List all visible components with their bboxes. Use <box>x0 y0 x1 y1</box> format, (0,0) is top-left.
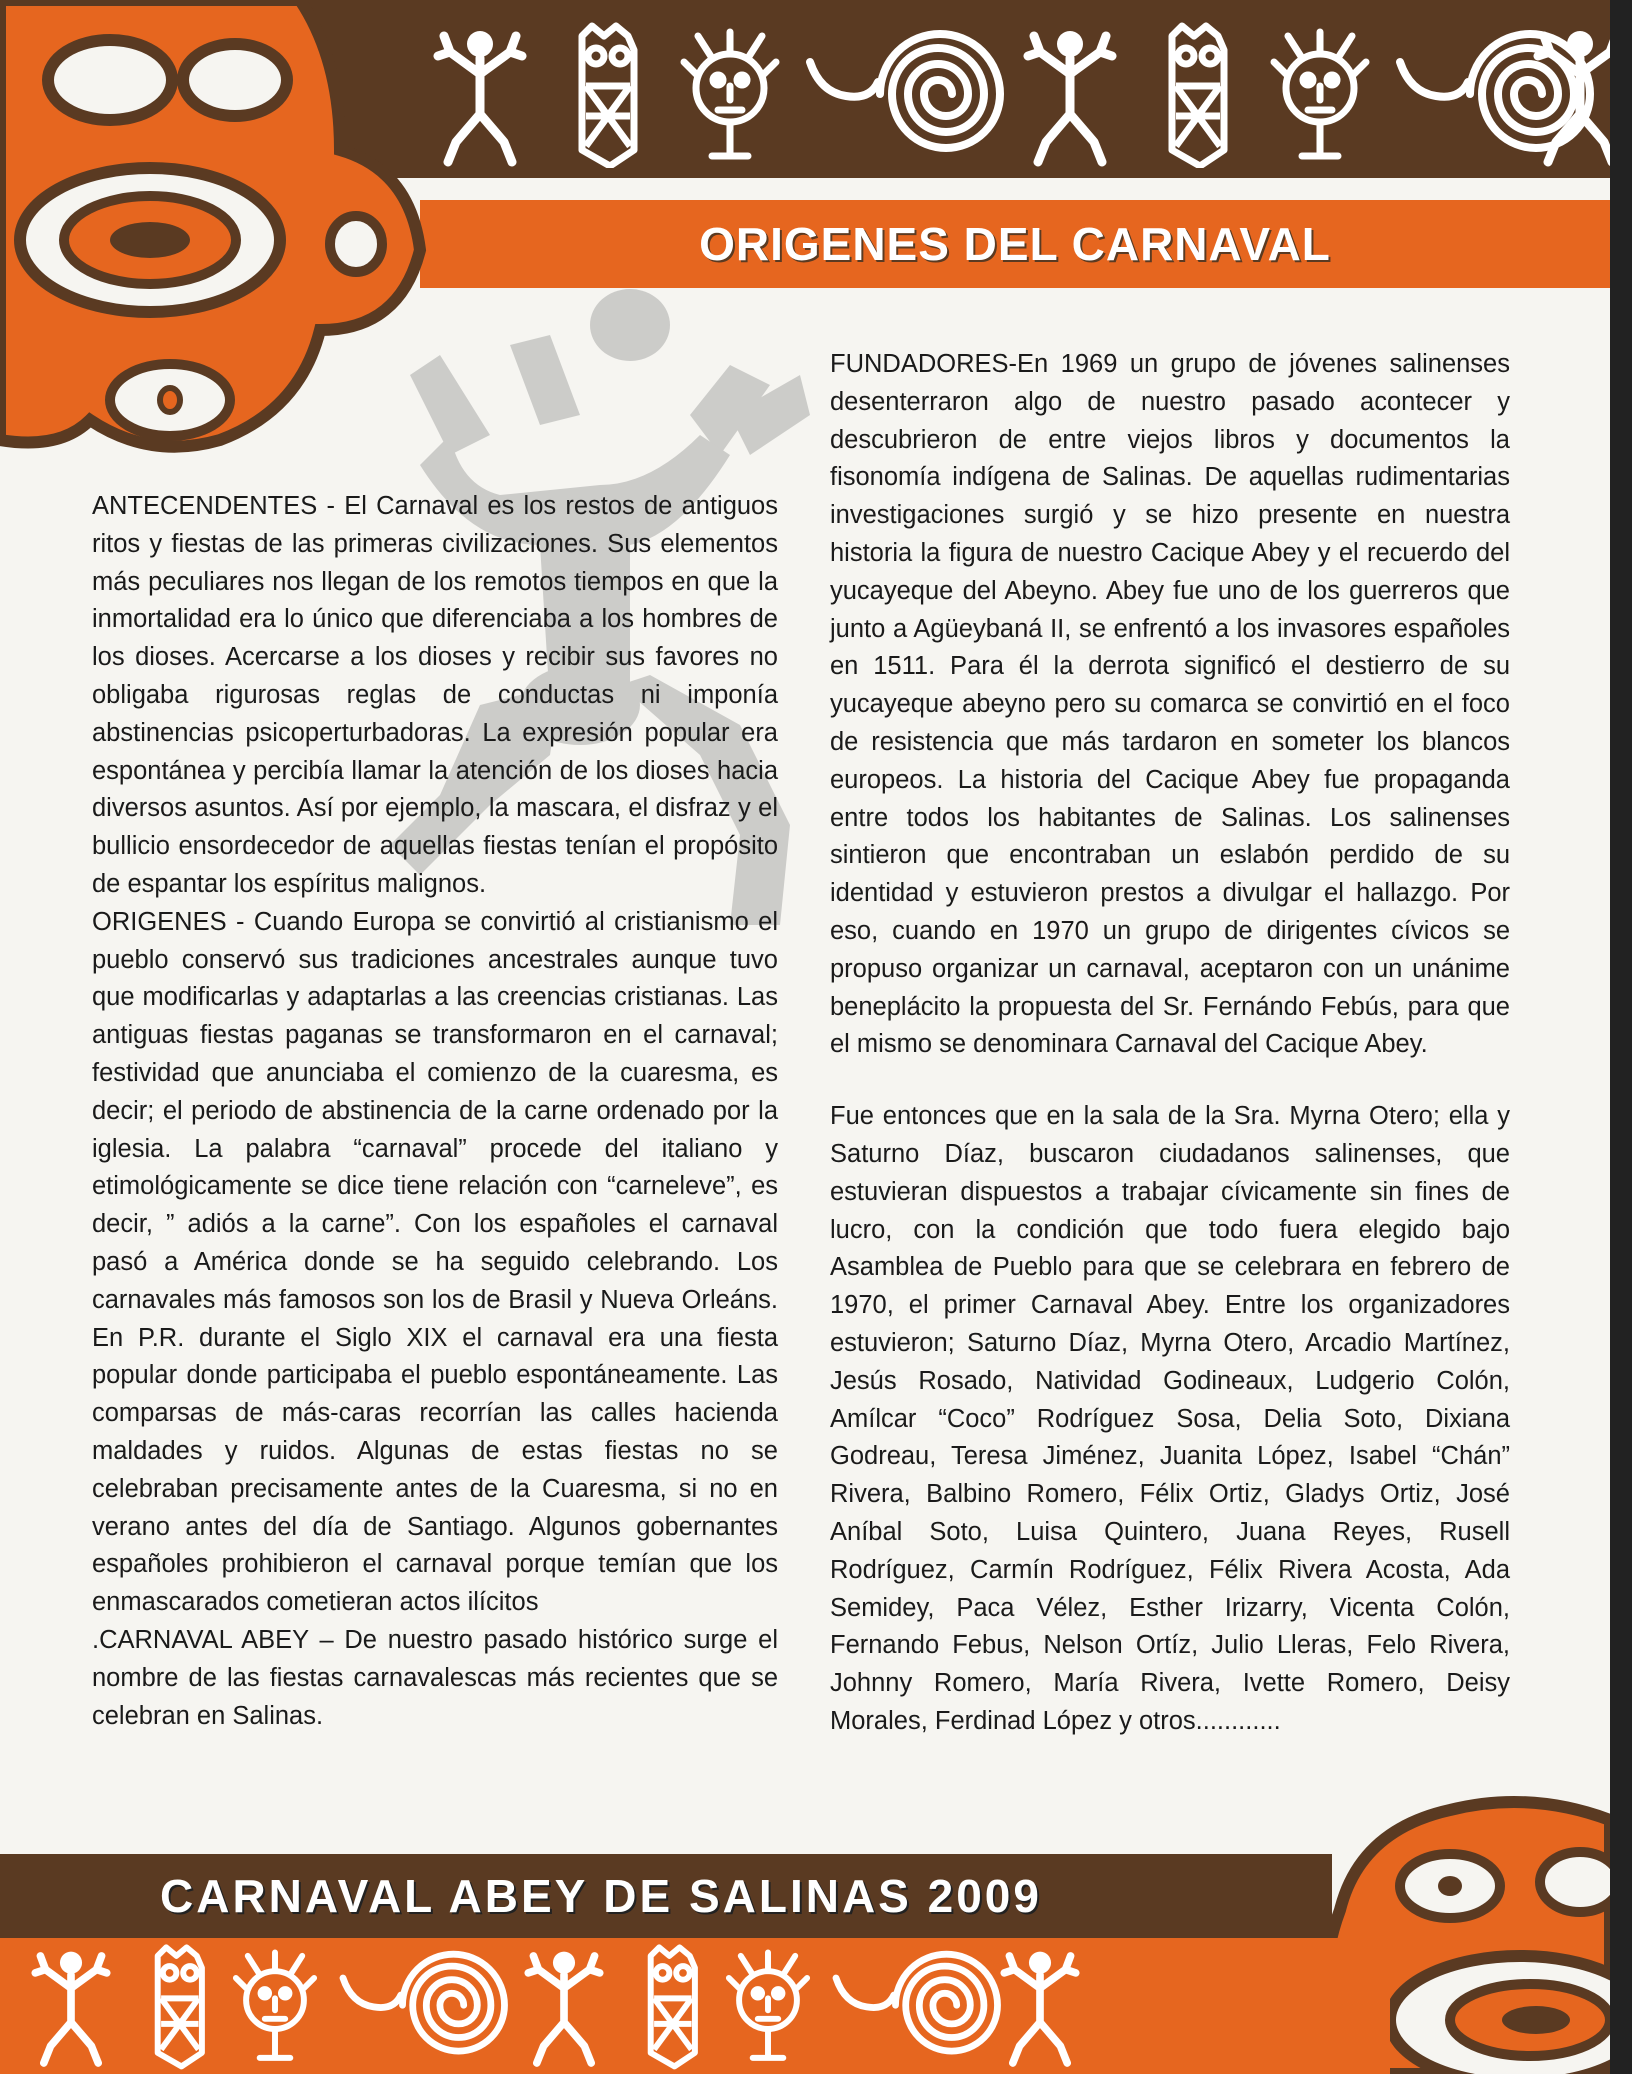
jumping-figure-icon <box>1004 1952 1075 2063</box>
right-column <box>830 346 1510 1741</box>
sun-face-icon <box>729 1953 807 2058</box>
owl-icon <box>651 1947 695 2066</box>
page-edge <box>1610 0 1632 2074</box>
left-column <box>92 488 778 1735</box>
antecedentes-paragraph: ANTECENDENTES - El Carnaval es los restos de antiguos ritos y fiestas de las primeras civilizaciones. Sus elementos más peculiares nos llegan de los remotos tiempos en que la inmortalidad era lo único que diferenciaba a los hombres de los dioses. Acercarse a los dioses y recibir sus favores no obligaba rigurosas reglas de conductas ni imponía abstinencias psicoperturbadoras. La expresión popular era espontánea y percibía llamar la atención de los dioses hacia diversos asuntos. Así por ejemplo, la mascara, el disfraz y el bullicio ensordecedor de aquellas fiestas tenían el propósito de espantar los espíritus malignos. <box>92 492 778 898</box>
fundadores-paragraph: FUNDADORES-En 1969 un grupo de jóvenes salinenses desenterraron algo de nuestro pasado acontecer y descubrieron de entre viejos libros y documentos la fisonomía indígena de Salinas. De aquellas rudimentarias investigaciones surgió y se hizo presente en nuestra historia la figura de nuestro Cacique Abey y el recuerdo del yucayeque del Abeyno. Abey fue uno de los guerreros que junto a Agüeybaná II, se enfrentó a los invasores españoles en 1511. Para él la derrota significó el destierro de su yucayeque abeyno pero su comarca se convirtió en el foco de resistencia que más tardaron en someter los blancos europeos. La historia del Cacique Abey fue propaganda entre todos los habitantes de Salinas. Los salinenses sintieron que encontraban un eslabón perdido de su identidad y estuvieron prestos a divulgar el hallazgo. Por eso, cuando en 1970 un grupo de dirigentes cívicos se propuso organizar un carnaval, aceptaron con un unánime beneplácito la propuesta del Sr. Fernándo Febús, para que el mismo se denominara Carnaval del Cacique Abey. <box>830 350 1510 1059</box>
header-petroglyphs <box>420 18 1610 168</box>
spiral-icon <box>343 1954 505 2051</box>
carnaval-abey-paragraph: .CARNAVAL ABEY – De nuestro pasado histórico surge el nombre de las fiestas carnavalescas más recientes que se celebran en Salinas. <box>92 1625 778 1730</box>
title-bar <box>420 200 1610 288</box>
jumping-figure-icon <box>1028 31 1112 162</box>
jumping-figure-icon <box>35 1952 106 2063</box>
spiral-icon <box>810 34 1000 148</box>
footer-band <box>0 1854 1332 1938</box>
page-title: ORIGENES DEL CARNAVAL <box>699 218 1331 270</box>
origenes-paragraph: ORIGENES - Cuando Europa se convirtió al cristianismo el pueblo conservó sus tradiciones ancestrales aunque tuvo que modificarlas y adaptarlas a las creencias cristianas. Las antiguas fiestas paganas se transformaron en el carnaval; festividad que anunciaba el comienzo de la cuaresma, es decir; el periodo de abstinencia de la carne ordenado por la iglesia. La palabra “carnaval” procede del italiano y etimológicamente se dice tiene relación con “carneleve”, es decir, ” adiós a la carne”. Con los españoles el carnaval pasó a América donde se ha seguido celebrando. Los carnavales más famosos son los de Brasil y Nueva Orleáns. En P.R. durante el Siglo XIX el carnaval era una fiesta popular donde participaba el pueblo espontáneamente. Las comparsas de más-caras recorrían las calles hacienda maldades y ruidos. Algunas de estas fiestas no se celebraban precisamente antes de la Cuaresma, si no en verano antes del día de Santiago. Algunos gobernantes españoles prohibieron el carnaval porque temían que los enmascarados cometieran actos ilícitos <box>92 907 778 1617</box>
sun-face-icon <box>236 1953 314 2058</box>
spiral-icon <box>836 1954 998 2051</box>
owl-icon <box>582 26 634 166</box>
organizadores-paragraph: Fue entonces que en la sala de la Sra. Myrna Otero; ella y Saturno Díaz, buscaron ciudadanos salinenses, que estuvieran dispuestos a trabajar cívicamente sin fines de lucro, con la condición que todo fuera elegido bajo Asamblea de Pueblo para que se celebrara en febrero de 1970, el primer Carnaval Abey. Entre los organizadores estuvieron; Saturno Díaz, Myrna Otero, Arcadio Martínez, Jesús Rosado, Natividad Godineaux, Ludgerio Colón, Amílcar “Coco” Rodríguez Sosa, Delia Soto, Dixiana Godreau, Teresa Jiménez, Juanita López, Isabel “Chán” Rivera, Balbino Romero, Félix Ortiz, Gladys Ortiz, José Aníbal Soto, Luisa Quintero, Juana Reyes, Rusell Rodríguez, Carmín Rodríguez, Félix Rivera Acosta, Ada Semidey, Paca Vélez, Esther Irizarry, Vicenta Colón, Fernando Febus, Nelson Ortíz, Julio Lleras, Felo Rivera, Johnny Romero, María Rivera, Ivette Romero, Deisy Morales, Ferdinad López y otros............ <box>830 1102 1510 1735</box>
footer-petroglyphs <box>20 1944 1390 2072</box>
sun-face-icon <box>684 32 776 156</box>
paragraph-gap <box>830 1064 1510 1098</box>
jumping-figure-icon <box>528 1952 599 2063</box>
owl-icon <box>1172 26 1224 166</box>
footer-title: CARNAVAL ABEY DE SALINAS 2009 <box>160 1870 1042 1922</box>
sun-face-icon <box>1274 32 1366 156</box>
owl-icon <box>158 1947 202 2066</box>
